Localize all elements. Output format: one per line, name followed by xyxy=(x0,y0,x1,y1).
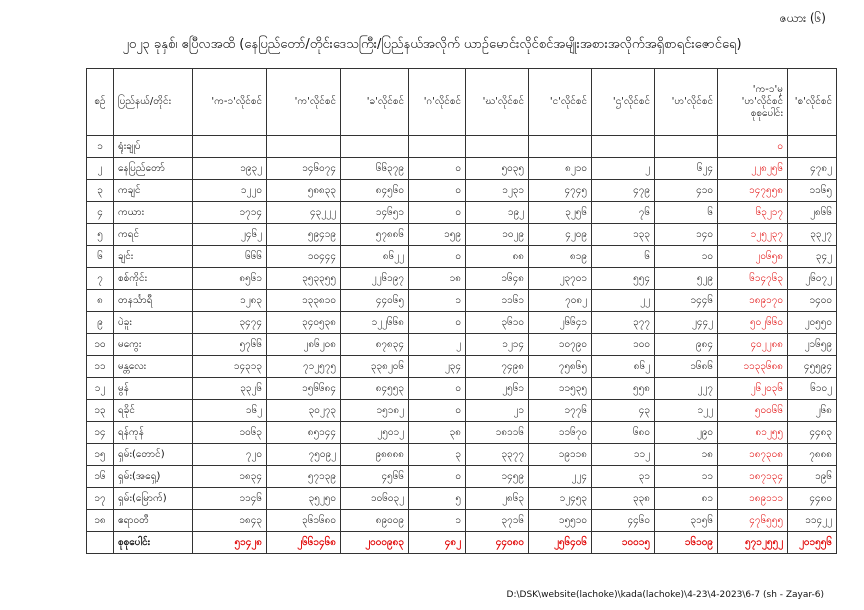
row-value: ၂ xyxy=(409,334,466,356)
row-value: ၃၁ xyxy=(592,466,655,488)
table-row xyxy=(87,444,837,466)
row-value: ၂၆၆၄၁ xyxy=(529,312,592,334)
row-value: ၃၁၅၆ xyxy=(655,510,718,532)
row-value: ၁၉၆ xyxy=(788,466,837,488)
row-value: ၀ xyxy=(409,378,466,400)
row-value: ၃၃၇၇ xyxy=(466,444,529,466)
row-value: ၂၆၀၇၂ xyxy=(788,268,837,290)
row-value: ၀ xyxy=(409,312,466,334)
row-number: ၁၈ xyxy=(87,510,114,532)
row-value: ၇၄၉၈ xyxy=(466,356,529,378)
row-state: မန္တလေး xyxy=(114,356,193,378)
row-value: ၅၈၈၃၃ xyxy=(267,180,341,202)
row-value: ၁၄၃၁၃ xyxy=(193,356,267,378)
row-number: ၈ xyxy=(87,290,114,312)
col-header: 'ခ'လိုင်စင် xyxy=(341,69,409,136)
row-state: ကယား xyxy=(114,202,193,224)
row-value: ၃၅၂၅၀ xyxy=(267,488,341,510)
row-value: ၄၄၆၀ xyxy=(592,510,655,532)
row-state: ဧရာဝတီ xyxy=(114,510,193,532)
row-value: ၂၀၅၅၀ xyxy=(788,312,837,334)
row-state: ရန်ကုန် xyxy=(114,422,193,444)
row-state: ပဲခူး xyxy=(114,312,193,334)
table-row xyxy=(87,180,837,202)
row-value: ၁၅၆၆၈၄ xyxy=(267,378,341,400)
row-value: ၅၇၁၃၉ xyxy=(267,466,341,488)
table-row xyxy=(87,246,837,268)
row-value: ၁၈ xyxy=(409,268,466,290)
table-row xyxy=(87,422,837,444)
row-value: ၄၁၀ xyxy=(655,180,718,202)
row-value: ၆၁၀၂ xyxy=(788,378,837,400)
row-state: မွန် xyxy=(114,378,193,400)
row-value: ၃၆၁၆၈၀ xyxy=(267,510,341,532)
row-value: ၇၈၈၈ xyxy=(788,444,837,466)
total-value: ၂၀၀၀၉၈၃ xyxy=(341,532,409,554)
row-value xyxy=(341,136,409,158)
col-header: ပြည်နယ်/တိုင်း xyxy=(114,69,193,136)
row-value: ၁၄၅၉ xyxy=(466,466,529,488)
row-subtotal: ၁၂၅၂၃၇ xyxy=(718,224,788,246)
total-row xyxy=(87,532,837,554)
row-number: ၁၁ xyxy=(87,356,114,378)
row-value: ၃၃၈၂၀၆ xyxy=(341,356,409,378)
table-row xyxy=(87,158,837,180)
table-row xyxy=(87,136,837,158)
table-row xyxy=(87,334,837,356)
row-value: ၁၅၉ xyxy=(409,224,466,246)
row-subtotal: ၈၁၂၅၅ xyxy=(718,422,788,444)
row-value: ၀ xyxy=(409,246,466,268)
row-value xyxy=(592,136,655,158)
table-row xyxy=(87,290,837,312)
row-value: ၅၉၄၁၉ xyxy=(267,224,341,246)
row-value xyxy=(529,136,592,158)
row-value: ၆၈၀ xyxy=(592,422,655,444)
row-value: ၄၇၉ xyxy=(592,180,655,202)
row-value: ၃ xyxy=(409,444,466,466)
row-value: ၂၄၄၂ xyxy=(655,312,718,334)
table-row xyxy=(87,378,837,400)
total-value: ၄၄၀၈၀ xyxy=(466,532,529,554)
row-value: ၄၄၈၀ xyxy=(788,488,837,510)
row-value: ၁၅၁၈၂ xyxy=(341,400,409,422)
row-value: ၅ xyxy=(409,488,466,510)
row-value: ၁၁၄၆ xyxy=(193,488,267,510)
row-value: ၁၁၆၁ xyxy=(466,290,529,312)
col-header: 'ဂ'လိုင်စင် xyxy=(409,69,466,136)
row-value: ၅၅၈ xyxy=(592,378,655,400)
row-value: ၈၉၀၀၉ xyxy=(341,510,409,532)
row-value: ၂၂၇ xyxy=(655,378,718,400)
table-row xyxy=(87,400,837,422)
row-value: ၂၁၆၅၉ xyxy=(788,334,837,356)
row-value: ၁၄၄၆ xyxy=(655,290,718,312)
row-value xyxy=(193,136,267,158)
row-number: ၂ xyxy=(87,158,114,180)
row-value: ၉၈၄ xyxy=(655,334,718,356)
row-number: ၁၆ xyxy=(87,466,114,488)
col-header: 'ဃ'လိုင်စင် xyxy=(466,69,529,136)
row-value: ၈၇၈၃၄ xyxy=(341,334,409,356)
table-row xyxy=(87,224,837,246)
row-value: ၁၈၃၄ xyxy=(193,466,267,488)
row-value: ၁၆၄၈ xyxy=(466,268,529,290)
row-value: ၄၇၈၂ xyxy=(788,158,837,180)
row-value: ၇၀၈၂ xyxy=(529,290,592,312)
row-value: ၄၇၄၅ xyxy=(529,180,592,202)
row-value: ၄၂၀၉ xyxy=(529,224,592,246)
row-state: ရခိုင် xyxy=(114,400,193,422)
row-value: ၁၂၄၅၃ xyxy=(529,488,592,510)
row-subtotal: ၁၈၉၁၇၀ xyxy=(718,290,788,312)
row-value: ၁၈၄၃ xyxy=(193,510,267,532)
row-value: ၁၁ xyxy=(655,466,718,488)
row-value: ၁၉၁၁၈ xyxy=(529,444,592,466)
row-value: ၃၆၁၀ xyxy=(466,312,529,334)
row-subtotal: ၄၀၂၂၈၈ xyxy=(718,334,788,356)
row-value: ၇၂၀ xyxy=(193,444,267,466)
row-value: ၇၆ xyxy=(592,202,655,224)
row-value: ၁၄၆၀၇၄ xyxy=(267,158,341,180)
row-state: ရှမ်း(အရှေ့) xyxy=(114,466,193,488)
row-subtotal: ၂၆၂၀၃၆ xyxy=(718,378,788,400)
row-state: နေပြည်တော် xyxy=(114,158,193,180)
row-state: ချင်း xyxy=(114,246,193,268)
row-value: ၃၃၂၇ xyxy=(788,224,837,246)
row-value: ၂၃၄ xyxy=(409,356,466,378)
row-value: ၃၄၀၅၃၈ xyxy=(267,312,341,334)
row-value xyxy=(655,136,718,158)
row-value: ၈၂၁၀ xyxy=(529,158,592,180)
row-value: ၅၅၄ xyxy=(592,268,655,290)
row-value: ၁ xyxy=(409,510,466,532)
table-row xyxy=(87,268,837,290)
row-value: ၄၃ xyxy=(592,400,655,422)
row-value: ၁၁၆၇၀ xyxy=(529,422,592,444)
row-value: ၀ xyxy=(409,158,466,180)
total-label: စုစုပေါင်း xyxy=(114,532,193,554)
row-subtotal: ၆၁၄၇၆၃ xyxy=(718,268,788,290)
row-value: ၁၆၂ xyxy=(193,400,267,422)
row-value: ၃၇၇ xyxy=(592,312,655,334)
header-row xyxy=(87,69,837,136)
table-body xyxy=(87,136,837,554)
total-value: ၁၆၁၀၉ xyxy=(655,532,718,554)
row-value: ၂၂၆၁၉၇ xyxy=(341,268,409,290)
row-value: ၅၀၃၅ xyxy=(466,158,529,180)
row-value: ၂၉၀ xyxy=(655,422,718,444)
row-value: ၀ xyxy=(409,400,466,422)
row-state: ရှမ်း(တောင်) xyxy=(114,444,193,466)
row-value: ၁ xyxy=(409,290,466,312)
row-value: ၂၄၆၂ xyxy=(193,224,267,246)
row-value: ၁၂၁၄ xyxy=(466,334,529,356)
row-value: ၈၁၉ xyxy=(529,246,592,268)
row-value: ၂၂၄ xyxy=(529,466,592,488)
row-value: ၃၅၃၃၅၅ xyxy=(267,268,341,290)
row-value: ၀ xyxy=(409,180,466,202)
row-value: ၁၇၁၄ xyxy=(193,202,267,224)
col-header: 'ဌ'လိုင်စင် xyxy=(592,69,655,136)
row-value: ၃၄၇၄ xyxy=(193,312,267,334)
row-value: ၁၈ xyxy=(655,444,718,466)
row-number: ၇ xyxy=(87,268,114,290)
row-subtotal: ၁၈၉၁၁၁ xyxy=(718,488,788,510)
document-title: ၂၀၂၃ ခုနှစ်၊ ဧပြီလအထိ (နေပြည်တော်/တိုင်းဒေသကြီး/ပြည်နယ်အလိုက် ယာဉ်မောင်းလိုင်စင်အမျိုးအစားအလိုက်အရှိစာရင်းဇောင်ရေ) xyxy=(122,37,742,52)
row-number: ၁၀ xyxy=(87,334,114,356)
row-value: ၁၃၃ xyxy=(592,224,655,246)
row-value: ၁၀၇၉၀ xyxy=(529,334,592,356)
row-value: ၆ xyxy=(592,246,655,268)
row-value: ၂၁ xyxy=(466,400,529,422)
row-number: ၆ xyxy=(87,246,114,268)
row-value: ၁၀၄၄၄ xyxy=(267,246,341,268)
row-value: ၁၂၂၀ xyxy=(193,180,267,202)
row-value: ၁၂၃၁ xyxy=(466,180,529,202)
row-value: ၆၆၃၇၉ xyxy=(341,158,409,180)
row-value: ၆ xyxy=(655,202,718,224)
row-value: ၇၅၈၆၅ xyxy=(529,356,592,378)
row-value: ၁၃၃၈၁၀ xyxy=(267,290,341,312)
col-header: 'က-၁'မှ 'ဟ'လိုင်စင် စုစုပေါင်း xyxy=(718,69,788,136)
table-row xyxy=(87,202,837,224)
row-value: ၈၆၂၂ xyxy=(341,246,409,268)
table-row xyxy=(87,356,837,378)
row-number: ၉ xyxy=(87,312,114,334)
row-value: ၃၃၂၆ xyxy=(193,378,267,400)
row-value: ၄၃၂၂၂ xyxy=(267,202,341,224)
row-value: ၁၇၇၆ xyxy=(529,400,592,422)
row-value: ၂ xyxy=(592,158,655,180)
row-state: ကရင် xyxy=(114,224,193,246)
col-header: 'စ'လိုင်စင် xyxy=(788,69,837,136)
row-state: မကွေး xyxy=(114,334,193,356)
row-value: ၁၁၄၂၂ xyxy=(788,510,837,532)
row-value: ၈၈ xyxy=(466,246,529,268)
row-value: ၁၁၆၅ xyxy=(788,180,837,202)
row-value: ၈၄၅၆၀ xyxy=(341,180,409,202)
total-value: ၄၈၂ xyxy=(409,532,466,554)
row-value: ၀ xyxy=(409,466,466,488)
row-value xyxy=(466,136,529,158)
row-value: ၃၈ xyxy=(409,422,466,444)
col-header: 'င'လိုင်စင် xyxy=(529,69,592,136)
row-value: ၁၂၈၃ xyxy=(193,290,267,312)
row-state: ကချင် xyxy=(114,180,193,202)
row-value: ၄၅၆၆ xyxy=(341,466,409,488)
page-label: ဇယား (၆) xyxy=(779,11,826,25)
row-value: ၁၀၆၀၃၂ xyxy=(341,488,409,510)
row-value: ၆၆၆ xyxy=(193,246,267,268)
row-subtotal: ၁၁၃၃၆၈၈ xyxy=(718,356,788,378)
row-value: ၆၂၄ xyxy=(655,158,718,180)
row-number: ၁၇ xyxy=(87,488,114,510)
total-value: ၂၆၆၁၄၆၈ xyxy=(267,532,341,554)
row-value: ၂၈၆၆ xyxy=(788,202,837,224)
total-value: ၅၁၄၂၈ xyxy=(193,532,267,554)
row-state: စစ်ကိုင်း xyxy=(114,268,193,290)
row-number: ၅ xyxy=(87,224,114,246)
row-value: ၂၃၇၀၁ xyxy=(529,268,592,290)
table-row xyxy=(87,488,837,510)
col-header: စဉ် xyxy=(87,69,114,136)
row-value: ၄၄၈၃ xyxy=(788,422,837,444)
row-value: ၂၅၀၁၂ xyxy=(341,422,409,444)
row-value: ၁၀ xyxy=(655,246,718,268)
row-value: ၅၇၈၈၆ xyxy=(341,224,409,246)
row-number: ၁ xyxy=(87,136,114,158)
row-subtotal: ၂၀၆၅၈ xyxy=(718,246,788,268)
row-number: ၁၅ xyxy=(87,444,114,466)
license-table xyxy=(86,68,837,554)
row-value: ၁၅၅၁၀ xyxy=(529,510,592,532)
row-value: ၈၁ xyxy=(655,488,718,510)
row-value: ၂၅၆၁ xyxy=(466,378,529,400)
row-value: ၁၂၂၆၆၈ xyxy=(341,312,409,334)
row-value: ၄၄၀၆၅ xyxy=(341,290,409,312)
row-value: ၈၆၂ xyxy=(592,356,655,378)
row-value: ၁၀၀ xyxy=(592,334,655,356)
row-number: ၁၂ xyxy=(87,378,114,400)
row-number: ၁၄ xyxy=(87,422,114,444)
row-value: ၁၄၀ xyxy=(655,224,718,246)
row-subtotal: ၅၀၀၆၆ xyxy=(718,400,788,422)
row-value: ၁၉၂ xyxy=(466,202,529,224)
row-value xyxy=(267,136,341,158)
row-value: ၂၆၈ xyxy=(788,400,837,422)
col-header: 'က-၁'လိုင်စင် xyxy=(193,69,267,136)
row-value: ၄၅၅၉၄ xyxy=(788,356,837,378)
table-row xyxy=(87,510,837,532)
total-value: ၂၅၆၄၀၆ xyxy=(529,532,592,554)
row-value: ၈၄၅၅၃ xyxy=(341,378,409,400)
total-value: ၁၀၀၁၅ xyxy=(592,532,655,554)
col-header: 'ဟ'လိုင်စင် xyxy=(655,69,718,136)
row-subtotal: ၀ xyxy=(718,136,788,158)
table-row xyxy=(87,312,837,334)
row-value: ၅၇၆၆ xyxy=(193,334,267,356)
row-subtotal: ၅၀၂၆၆၀ xyxy=(718,312,788,334)
row-value: ၁၁၅၃၅ xyxy=(529,378,592,400)
table-row xyxy=(87,466,837,488)
row-value: ၇၁၂၅၇၅ xyxy=(267,356,341,378)
row-value xyxy=(409,136,466,158)
row-subtotal: ၂၂၈၂၅၆ xyxy=(718,158,788,180)
row-value: ၂၈၆၂၀၈ xyxy=(267,334,341,356)
row-value: ၉၈၈၈၈ xyxy=(341,444,409,466)
row-subtotal: ၁၈၇၁၃၄ xyxy=(718,466,788,488)
row-value: ၁၀၆၃ xyxy=(193,422,267,444)
row-value: ၅၂၉ xyxy=(655,268,718,290)
row-value: ၃၀၂၇၃ xyxy=(267,400,341,422)
row-value: ၃၇၁၆ xyxy=(466,510,529,532)
row-value: ၈၅၁၄၄ xyxy=(267,422,341,444)
row-subtotal: ၄၇၆၅၅၅ xyxy=(718,510,788,532)
row-value: ၀ xyxy=(409,202,466,224)
row-value: ၁၆၈၆ xyxy=(655,356,718,378)
row-value: ၃၂၅၆ xyxy=(529,202,592,224)
col-header: 'က'လိုင်စင် xyxy=(267,69,341,136)
row-number: ၁၃ xyxy=(87,400,114,422)
row-subtotal: ၁၈၇၃၀၈ xyxy=(718,444,788,466)
row-number: ၄ xyxy=(87,202,114,224)
row-value: ၂၈၆၃ xyxy=(466,488,529,510)
row-value: ၂၂ xyxy=(592,290,655,312)
row-subtotal: ၆၃၂၁၇ xyxy=(718,202,788,224)
total-blank xyxy=(87,532,114,554)
row-value: ၁၉၃၂ xyxy=(193,158,267,180)
row-value: ၇၅၀၉၂ xyxy=(267,444,341,466)
row-subtotal: ၁၄၇၅၅၈ xyxy=(718,180,788,202)
row-number: ၃ xyxy=(87,180,114,202)
row-state: ရုံးချုပ် xyxy=(114,136,193,158)
row-value: ၁၀၂၉ xyxy=(466,224,529,246)
row-value: ၁၁၂ xyxy=(592,444,655,466)
file-path-footer: D:\DSK\website(lachoke)\kada(lachoke)\4-23\4-2023\6-7 (sh - Zayar-6) xyxy=(506,590,824,600)
row-value: ၁၄၀၀ xyxy=(788,290,837,312)
row-value: ၈၅၆၁ xyxy=(193,268,267,290)
row-value: ၃၃၈ xyxy=(592,488,655,510)
row-value: ၁၈၁၁၆ xyxy=(466,422,529,444)
row-state: ရှမ်း(မြောက်) xyxy=(114,488,193,510)
row-value xyxy=(788,136,837,158)
row-value: ၁၄၆၅၁ xyxy=(341,202,409,224)
total-value: ၅၇၁၂၅၅၂ xyxy=(718,532,788,554)
row-value: ၃၄၂ xyxy=(788,246,837,268)
total-value: ၂၀၁၅၅၆ xyxy=(788,532,837,554)
row-state: တနင်္သာရီ xyxy=(114,290,193,312)
row-value: ၁၂၂ xyxy=(655,400,718,422)
